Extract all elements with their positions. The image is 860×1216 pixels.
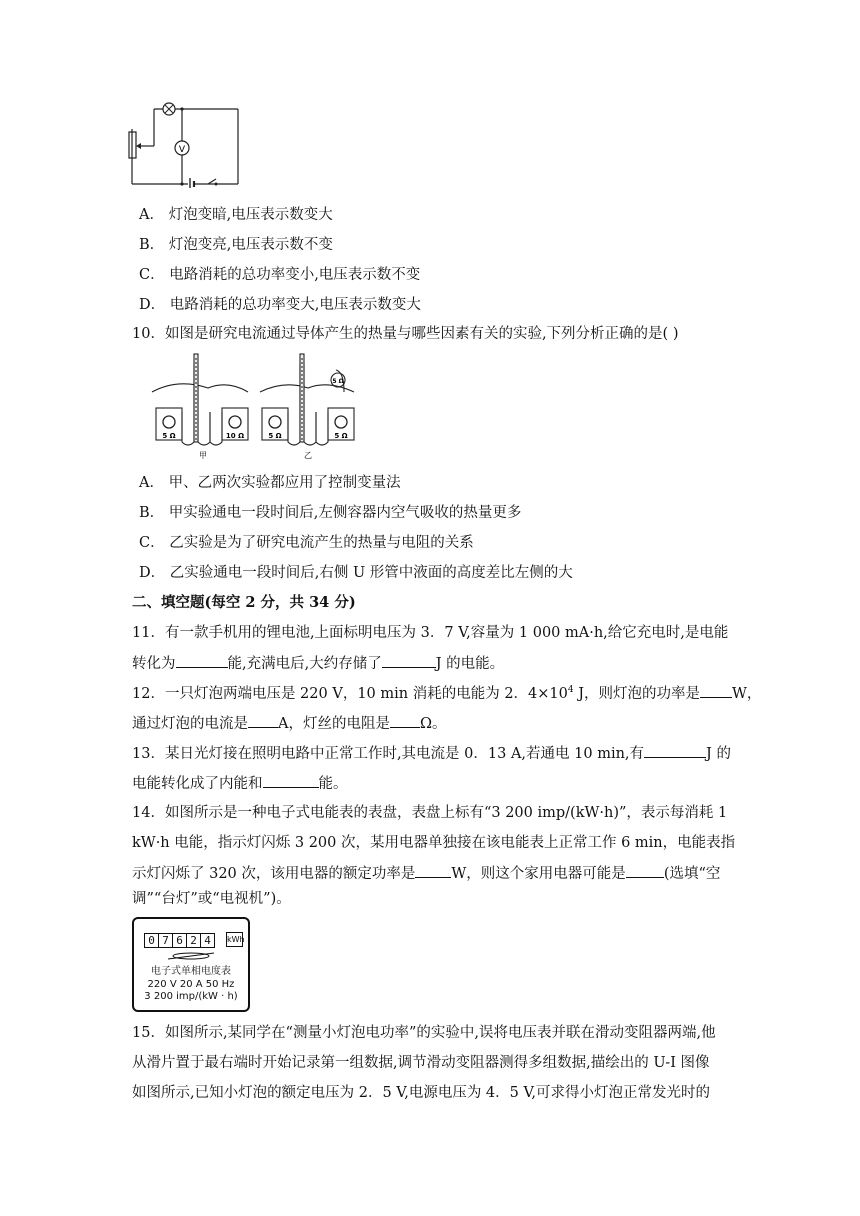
answer-blank[interactable] xyxy=(248,713,278,728)
joule-heating-apparatus xyxy=(148,352,360,462)
q12-line-2 xyxy=(132,713,447,734)
q14-line-2: kW·h 电能，指示灯闪烁 3 200 次，某用电器单独接在该电能表上正常工作 6 min，电能表指 xyxy=(132,835,736,851)
section-title: 二、填空题(每空 2 分，共 34 分) xyxy=(132,594,356,611)
meter-spec-1: 220 V 20 A 50 Hz xyxy=(147,979,235,990)
q13-text-d: 能。 xyxy=(318,776,348,792)
q14-text-a: 示灯闪烁了 320 次，该用电器的额定功率是 xyxy=(132,866,416,882)
q15-line-3: 如图所示,已知小灯泡的额定电压为 2．5 V,电源电压为 4．5 V,可求得小灯泡正常发光时的 xyxy=(132,1085,711,1101)
q15-line-1: 15．如图所示,某同学在“测量小灯泡电功率”的实验中,误将电压表并联在滑动变阻器两端,他 xyxy=(132,1025,716,1041)
q9-option-b: B． 灯泡变亮,电压表示数不变 xyxy=(139,237,333,253)
answer-blank[interactable] xyxy=(700,683,732,698)
jia-left-resistor: 5 Ω xyxy=(162,432,176,440)
q12-text-e: A，灯丝的电阻是 xyxy=(278,716,390,732)
q10-option-b: B． 甲实验通电一段时间后,左侧容器内空气吸收的热量更多 xyxy=(139,505,522,521)
yi-right-resistor: 5 Ω xyxy=(334,432,348,440)
q11-line-1: 11．有一款手机用的锂电池,上面标明电压为 3．7 V,容量为 1 000 mA·h,给它充电时,是电能 xyxy=(132,625,729,641)
q13-line-2 xyxy=(132,773,348,794)
meter-digit: 0 xyxy=(144,933,159,948)
indicator-lamp-icon xyxy=(164,950,218,962)
q12-text-c: W， xyxy=(732,686,762,702)
q12-text-b: J，则灯泡的功率是 xyxy=(573,686,701,702)
caption-yi: 乙 xyxy=(304,451,312,460)
q12-line-1 xyxy=(132,683,761,704)
meter-name: 电子式单相电度表 xyxy=(151,966,231,977)
q10-option-c: C． 乙实验是为了研究电流产生的热量与电阻的关系 xyxy=(139,535,474,551)
q12-text-d: 通过灯泡的电流是 xyxy=(132,716,248,732)
answer-blank[interactable] xyxy=(415,863,451,878)
q15-line-2: 从滑片置于最右端时开始记录第一组数据,调节滑动变阻器测得多组数据,描绘出的 U-I 图像 xyxy=(132,1055,710,1071)
q14-line-1: 14．如图所示是一种电子式电能表的表盘，表盘上标有“3 200 imp/(kW·h)”，表示每消耗 1 xyxy=(132,805,728,821)
q10-option-a: A． 甲、乙两次实验都应用了控制变量法 xyxy=(139,475,401,491)
q14-text-c: (选填“空 xyxy=(663,866,721,882)
meter-digit: 7 xyxy=(158,933,173,948)
q9-option-d: D． 电路消耗的总功率变大,电压表示数变大 xyxy=(139,297,421,313)
meter-unit: kWh xyxy=(226,932,243,947)
answer-blank[interactable] xyxy=(390,713,420,728)
q14-text-b: W，则这个家用电器可能是 xyxy=(451,866,626,882)
yi-left-resistor: 5 Ω xyxy=(268,432,282,440)
q9-option-c: C． 电路消耗的总功率变小,电压表示数不变 xyxy=(139,267,421,283)
meter-digit: 6 xyxy=(172,933,187,948)
q13-text-b: J 的 xyxy=(706,746,731,762)
q9-option-a: A． 灯泡变暗,电压表示数变大 xyxy=(139,207,333,223)
yi-top-resistor: 5 Ω xyxy=(332,378,344,385)
answer-blank[interactable] xyxy=(626,863,664,878)
meter-digits xyxy=(144,933,214,948)
q12-text-a: 12．一只灯泡两端电压是 220 V，10 min 消耗的电能为 2．4×10 xyxy=(132,686,568,702)
answer-blank[interactable] xyxy=(644,743,706,758)
q10-option-d: D． 乙实验通电一段时间后,右侧 U 形管中液面的高度差比左侧的大 xyxy=(139,565,573,581)
circuit-diagram xyxy=(128,96,248,188)
q12-text-f: Ω。 xyxy=(419,716,447,732)
q12-exponent: 4 xyxy=(567,685,574,696)
q11-text-c: J 的电能。 xyxy=(435,656,505,672)
q11-line-2 xyxy=(132,653,504,674)
caption-jia: 甲 xyxy=(199,451,207,460)
answer-blank[interactable] xyxy=(176,653,228,668)
q10-stem: 10．如图是研究电流通过导体产生的热量与哪些因素有关的实验,下列分析正确的是( ) xyxy=(132,326,679,342)
answer-blank[interactable] xyxy=(382,653,436,668)
energy-meter-panel xyxy=(132,917,250,1012)
meter-digit: 2 xyxy=(186,933,201,948)
q14-line-4: 调”“台灯”或“电视机”)。 xyxy=(132,891,291,907)
meter-spec-2: 3 200 imp/(kW · h) xyxy=(144,991,238,1002)
q11-text-b: 能,充满电后,大约存储了 xyxy=(227,656,382,672)
q14-line-3 xyxy=(132,863,720,884)
q11-text-a: 转化为 xyxy=(132,656,176,672)
voltmeter-label: V xyxy=(178,145,186,155)
answer-blank[interactable] xyxy=(263,773,319,788)
q13-text-c: 电能转化成了内能和 xyxy=(132,776,263,792)
meter-digit: 4 xyxy=(200,933,215,948)
jia-right-resistor: 10 Ω xyxy=(225,432,245,440)
q13-text-a: 13．某日光灯接在照明电路中正常工作时,其电流是 0．13 A,若通电 10 min,有 xyxy=(132,746,645,762)
q13-line-1 xyxy=(132,743,731,764)
